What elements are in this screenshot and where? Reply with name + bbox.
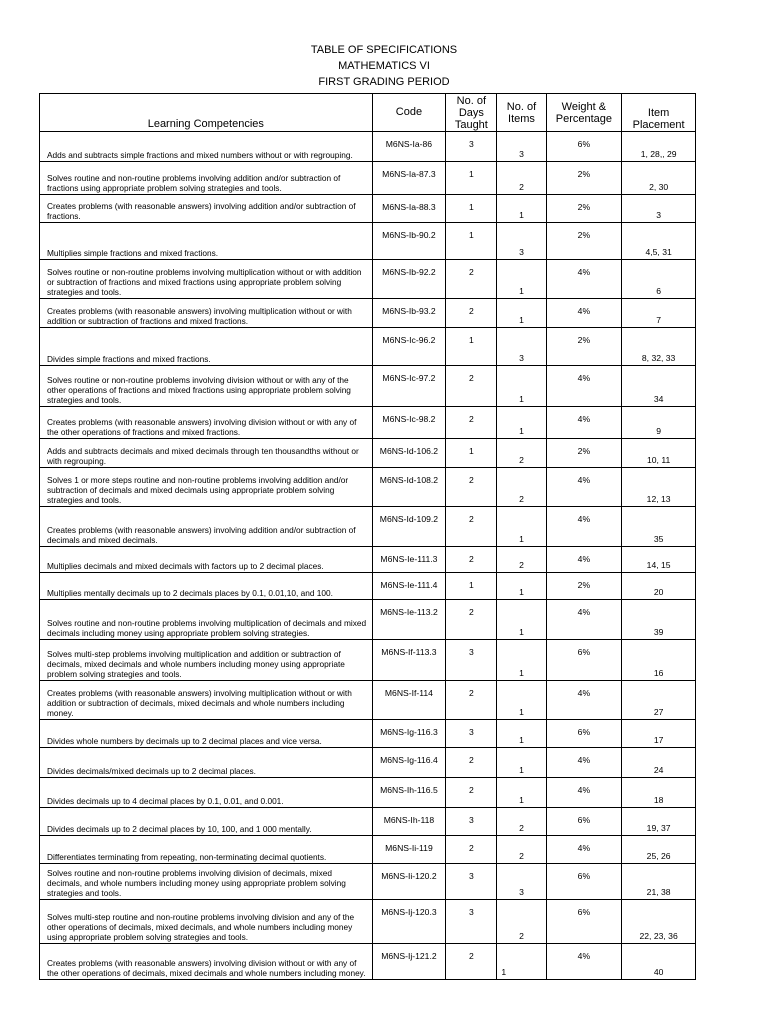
item-placement-cell: 8, 32, 33 <box>622 328 696 366</box>
item-placement-cell: 12, 13 <box>622 468 696 507</box>
item-placement-cell: 10, 11 <box>622 439 696 468</box>
code-cell: M6NS-Ie-111.4 <box>372 573 446 600</box>
item-placement-cell: 24 <box>622 748 696 778</box>
competency-cell: Creates problems (with reasonable answers) involving division without or with any of the other operations of decimals, mixed decimals and whole numbers including money. <box>40 944 373 980</box>
item-placement-cell: 19, 37 <box>622 808 696 836</box>
code-cell: M6NS-Ig-116.4 <box>372 748 446 778</box>
item-placement-cell: 35 <box>622 507 696 547</box>
days-taught-cell: 1 <box>446 439 497 468</box>
code-cell: M6NS-Ig-116.3 <box>372 720 446 748</box>
code-cell: M6NS-Id-109.2 <box>372 507 446 547</box>
items-count-cell: 1 <box>497 748 546 778</box>
days-taught-cell: 2 <box>446 600 497 640</box>
code-cell: M6NS-Ie-111.3 <box>372 547 446 573</box>
table-row <box>40 223 696 260</box>
code-cell: M6NS-Ih-118 <box>372 808 446 836</box>
competency-cell: Creates problems (with reasonable answers) involving multiplication without or with addition or subtraction of decimals, mixed decimals and whole numbers including money. <box>40 681 373 720</box>
items-count-cell: 1 <box>497 778 546 808</box>
days-taught-cell: 3 <box>446 864 497 900</box>
item-placement-cell: 27 <box>622 681 696 720</box>
weight-cell: 4% <box>546 778 622 808</box>
competency-cell: Solves routine and non-routine problems involving addition and/or subtraction of fractions using appropriate problem solving strategies and tools. <box>40 162 373 195</box>
days-taught-cell: 1 <box>446 573 497 600</box>
competency-cell: Divides simple fractions and mixed fractions. <box>40 328 373 366</box>
items-count-cell: 3 <box>497 328 546 366</box>
days-taught-cell: 1 <box>446 195 497 223</box>
days-taught-cell: 3 <box>446 720 497 748</box>
specifications-table <box>39 93 696 980</box>
weight-cell: 4% <box>546 507 622 547</box>
items-count-cell: 2 <box>497 547 546 573</box>
weight-cell: 4% <box>546 468 622 507</box>
table-row <box>40 778 696 808</box>
weight-cell: 2% <box>546 328 622 366</box>
document-title: TABLE OF SPECIFICATIONS <box>310 44 458 56</box>
weight-cell: 6% <box>546 640 622 681</box>
table-body <box>40 132 696 980</box>
items-count-cell: 1 <box>497 407 546 439</box>
competency-cell: Solves 1 or more steps routine and non-routine problems involving addition and/or subtraction of decimals and mixed decimals using appropriate problem solving strategies and tools. <box>40 468 373 507</box>
table-row <box>40 547 696 573</box>
weight-cell: 6% <box>546 720 622 748</box>
code-cell: M6NS-Ib-90.2 <box>372 223 446 260</box>
weight-cell: 2% <box>546 223 622 260</box>
table-row <box>40 836 696 864</box>
table-row <box>40 195 696 223</box>
items-count-cell: 1 <box>497 366 546 407</box>
days-taught-cell: 1 <box>446 328 497 366</box>
items-count-cell: 3 <box>497 223 546 260</box>
item-placement-cell: 1, 28,, 29 <box>622 132 696 162</box>
code-cell: M6NS-Ia-87.3 <box>372 162 446 195</box>
days-taught-cell: 3 <box>446 640 497 681</box>
items-count-cell: 1 <box>497 944 546 980</box>
weight-cell: 4% <box>546 748 622 778</box>
items-count-cell: 2 <box>497 468 546 507</box>
items-count-cell: 2 <box>497 808 546 836</box>
items-count-cell: 2 <box>497 439 546 468</box>
days-taught-cell: 1 <box>446 223 497 260</box>
weight-cell: 2% <box>546 162 622 195</box>
days-taught-cell: 2 <box>446 299 497 328</box>
code-cell: M6NS-Id-108.2 <box>372 468 446 507</box>
header-items: No. of Items <box>497 94 546 132</box>
code-cell: M6NS-Ih-116.5 <box>372 778 446 808</box>
item-placement-cell: 2, 30 <box>622 162 696 195</box>
item-placement-cell: 7 <box>622 299 696 328</box>
days-taught-cell: 2 <box>446 407 497 439</box>
competency-cell: Creates problems (with reasonable answers) involving addition and/or subtraction of fractions. <box>40 195 373 223</box>
item-placement-cell: 25, 26 <box>622 836 696 864</box>
header-item-placement: Item Placement <box>622 94 696 132</box>
days-taught-cell: 3 <box>446 132 497 162</box>
weight-cell: 4% <box>546 681 622 720</box>
item-placement-cell: 9 <box>622 407 696 439</box>
weight-cell: 6% <box>546 900 622 944</box>
table-row <box>40 573 696 600</box>
items-count-cell: 1 <box>497 681 546 720</box>
header-weight: Weight & Percentage <box>546 94 622 132</box>
items-count-cell: 1 <box>497 260 546 299</box>
table-row <box>40 681 696 720</box>
table-row <box>40 439 696 468</box>
competency-cell: Divides decimals up to 4 decimal places by 0.1, 0.01, and 0.001. <box>40 778 373 808</box>
weight-cell: 4% <box>546 944 622 980</box>
table-row <box>40 507 696 547</box>
item-placement-cell: 39 <box>622 600 696 640</box>
weight-cell: 2% <box>546 573 622 600</box>
items-count-cell: 2 <box>497 162 546 195</box>
competency-cell: Creates problems (with reasonable answers) involving multiplication without or with addition or subtraction of fractions and mixed fractions. <box>40 299 373 328</box>
items-count-cell: 1 <box>497 640 546 681</box>
code-cell: M6NS-If-113.3 <box>372 640 446 681</box>
code-cell: M6NS-Id-106.2 <box>372 439 446 468</box>
document-period: FIRST GRADING PERIOD <box>318 76 450 88</box>
weight-cell: 4% <box>546 407 622 439</box>
weight-cell: 6% <box>546 864 622 900</box>
code-cell: M6NS-If-114 <box>372 681 446 720</box>
table-row <box>40 407 696 439</box>
table-row <box>40 720 696 748</box>
table-row <box>40 260 696 299</box>
items-count-cell: 3 <box>497 864 546 900</box>
table-row <box>40 299 696 328</box>
days-taught-cell: 2 <box>446 681 497 720</box>
table-row <box>40 640 696 681</box>
items-count-cell: 1 <box>497 507 546 547</box>
weight-cell: 4% <box>546 547 622 573</box>
competency-cell: Solves multi-step routine and non-routine problems involving division and any of the other operations of decimals, mixed decimals, and whole numbers including money using appropriate problem solving strategies and tools. <box>40 900 373 944</box>
table-row <box>40 900 696 944</box>
items-count-cell: 1 <box>497 720 546 748</box>
weight-cell: 4% <box>546 366 622 407</box>
items-count-cell: 2 <box>497 836 546 864</box>
code-cell: M6NS-Ib-93.2 <box>372 299 446 328</box>
competency-cell: Adds and subtracts simple fractions and mixed numbers without or with regrouping. <box>40 132 373 162</box>
header-days-taught: No. of Days Taught <box>446 94 497 132</box>
item-placement-cell: 21, 38 <box>622 864 696 900</box>
weight-cell: 4% <box>546 600 622 640</box>
table-header-row <box>40 94 696 132</box>
item-placement-cell: 18 <box>622 778 696 808</box>
items-count-cell: 2 <box>497 900 546 944</box>
table-row <box>40 162 696 195</box>
code-cell: M6NS-Ic-98.2 <box>372 407 446 439</box>
header-code: Code <box>372 94 446 132</box>
competency-cell: Multiplies mentally decimals up to 2 decimals places by 0.1, 0.01,10, and 100. <box>40 573 373 600</box>
table-row <box>40 944 696 980</box>
table-row <box>40 366 696 407</box>
competency-cell: Divides decimals up to 2 decimal places by 10, 100, and 1 000 mentally. <box>40 808 373 836</box>
days-taught-cell: 2 <box>446 778 497 808</box>
item-placement-cell: 3 <box>622 195 696 223</box>
days-taught-cell: 3 <box>446 900 497 944</box>
competency-cell: Solves routine and non-routine problems involving division of decimals, mixed decimals, and whole numbers including money using appropriate problem solving strategies and tools. <box>40 864 373 900</box>
competency-cell: Solves multi-step problems involving multiplication and addition or subtraction of decimals, mixed decimals and whole numbers including money using appropriate problem solving strategies and tools. <box>40 640 373 681</box>
code-cell: M6NS-Ic-96.2 <box>372 328 446 366</box>
code-cell: M6NS-Ij-120.3 <box>372 900 446 944</box>
items-count-cell: 1 <box>497 195 546 223</box>
days-taught-cell: 1 <box>446 162 497 195</box>
competency-cell: Multiplies simple fractions and mixed fractions. <box>40 223 373 260</box>
competency-cell: Creates problems (with reasonable answers) involving division without or with any of the other operations of fractions and mixed fractions. <box>40 407 373 439</box>
table-row <box>40 328 696 366</box>
days-taught-cell: 2 <box>446 547 497 573</box>
weight-cell: 2% <box>546 195 622 223</box>
items-count-cell: 1 <box>497 299 546 328</box>
item-placement-cell: 20 <box>622 573 696 600</box>
table-row <box>40 748 696 778</box>
item-placement-cell: 16 <box>622 640 696 681</box>
days-taught-cell: 2 <box>446 748 497 778</box>
competency-cell: Divides decimals/mixed decimals up to 2 decimal places. <box>40 748 373 778</box>
weight-cell: 6% <box>546 808 622 836</box>
code-cell: M6NS-Ia-86 <box>372 132 446 162</box>
competency-cell: Solves routine or non-routine problems involving multiplication without or with addition or subtraction of fractions and mixed fractions using appropriate problem solving strategies and tools. <box>40 260 373 299</box>
table-row <box>40 468 696 507</box>
days-taught-cell: 2 <box>446 836 497 864</box>
item-placement-cell: 6 <box>622 260 696 299</box>
items-count-cell: 3 <box>497 132 546 162</box>
item-placement-cell: 34 <box>622 366 696 407</box>
document-titles <box>0 42 768 90</box>
days-taught-cell: 2 <box>446 944 497 980</box>
weight-cell: 4% <box>546 260 622 299</box>
competency-cell: Multiplies decimals and mixed decimals with factors up to 2 decimal places. <box>40 547 373 573</box>
code-cell: M6NS-Ij-121.2 <box>372 944 446 980</box>
code-cell: M6NS-Ii-119 <box>372 836 446 864</box>
item-placement-cell: 4,5, 31 <box>622 223 696 260</box>
code-cell: M6NS-Ic-97.2 <box>372 366 446 407</box>
table-row <box>40 132 696 162</box>
table-row <box>40 808 696 836</box>
days-taught-cell: 3 <box>446 808 497 836</box>
items-count-cell: 1 <box>497 600 546 640</box>
weight-cell: 4% <box>546 299 622 328</box>
code-cell: M6NS-Ia-88.3 <box>372 195 446 223</box>
weight-cell: 2% <box>546 439 622 468</box>
days-taught-cell: 2 <box>446 366 497 407</box>
weight-cell: 6% <box>546 132 622 162</box>
competency-cell: Solves routine and non-routine problems involving multiplication of decimals and mixed decimals including money using appropriate problem solving strategies. <box>40 600 373 640</box>
code-cell: M6NS-Ie-113.2 <box>372 600 446 640</box>
days-taught-cell: 2 <box>446 468 497 507</box>
table-row <box>40 600 696 640</box>
item-placement-cell: 40 <box>622 944 696 980</box>
item-placement-cell: 17 <box>622 720 696 748</box>
competency-cell: Adds and subtracts decimals and mixed decimals through ten thousandths without or with regrouping. <box>40 439 373 468</box>
competency-cell: Differentiates terminating from repeating, non-terminating decimal quotients. <box>40 836 373 864</box>
items-count-cell: 1 <box>497 573 546 600</box>
code-cell: M6NS-Ii-120.2 <box>372 864 446 900</box>
code-cell: M6NS-Ib-92.2 <box>372 260 446 299</box>
table-row <box>40 864 696 900</box>
item-placement-cell: 14, 15 <box>622 547 696 573</box>
days-taught-cell: 2 <box>446 507 497 547</box>
item-placement-cell: 22, 23, 36 <box>622 900 696 944</box>
days-taught-cell: 2 <box>446 260 497 299</box>
weight-cell: 4% <box>546 836 622 864</box>
document-subject: MATHEMATICS VI <box>338 60 430 72</box>
competency-cell: Divides whole numbers by decimals up to 2 decimal places and vice versa. <box>40 720 373 748</box>
competency-cell: Solves routine or non-routine problems involving division without or with any of the other operations of fractions and mixed fractions using appropriate problem solving strategies and tools. <box>40 366 373 407</box>
header-competencies: Learning Competencies <box>40 94 373 132</box>
competency-cell: Creates problems (with reasonable answers) involving addition and/or subtraction of decimals and mixed decimals. <box>40 507 373 547</box>
